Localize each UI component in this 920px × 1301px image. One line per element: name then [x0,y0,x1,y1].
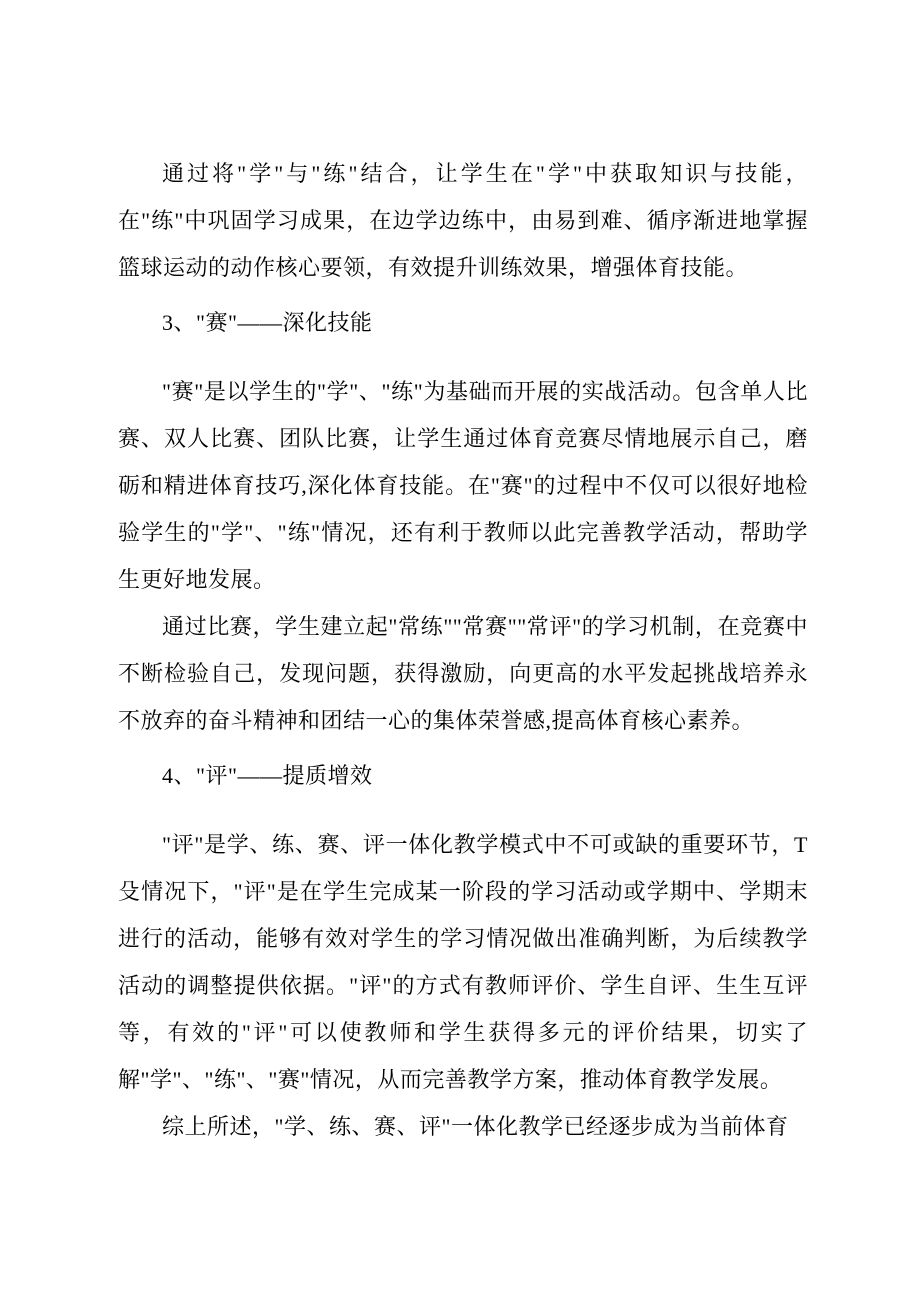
section-heading-evaluate: 4、"评"——提质增效 [162,763,373,788]
paragraph-learn-practice: 通过将"学"与"练"结合，让学生在"学"中获取知识与技能，在"练"中巩固学习成果，在边学边练中，由易到难、循序渐进地掌握篮球运动的动作核心要领，有效提升训练效果，增强体育技能。 [118,161,808,280]
section-heading-compete: 3、"赛"——深化技能 [162,310,373,335]
paragraph-conclusion: 综上所述，"学、练、赛、评"一体化教学已经逐步成为当前体育 [162,1114,789,1139]
paragraph-evaluate-description: "评"是学、练、赛、评一体化教学模式中不可或缺的重要环节，T 殳情况下，"评"是在学生完成某一阶段的学习活动或学期中、学期末进行的活动，能够有效对学生的学习情况做出准确判断，为后续教学活动的调整提供依据。"评"的方式有教师评价、学生自评、生生互评等，有效的"评"可以使教师和学生获得多元的评价结果，切实了解"学"、"练"、"赛"情况，从而完善教学方案，推动体育教学发展。 [118,832,808,1092]
paragraph-compete-description: "赛"是以学生的"学"、"练"为基础而开展的实战活动。包含单人比赛、双人比赛、团队比赛，让学生通过体育竞赛尽情地展示自己，磨砺和精进体育技巧,深化体育技能。在"赛"的过程中不仅可以很好地检验学生的"学"、"练"情况，还有利于教师以此完善教学活动，帮助学生更好地发展。 [118,379,808,592]
paragraph-compete-mechanism: 通过比赛，学生建立起"常练""常赛""常评"的学习机制，在竞赛中不断检验自己，发现问题，获得激励，向更高的水平发起挑战培养永不放弃的奋斗精神和团结一心的集体荣誉感,提高体育核心素养。 [118,614,808,733]
